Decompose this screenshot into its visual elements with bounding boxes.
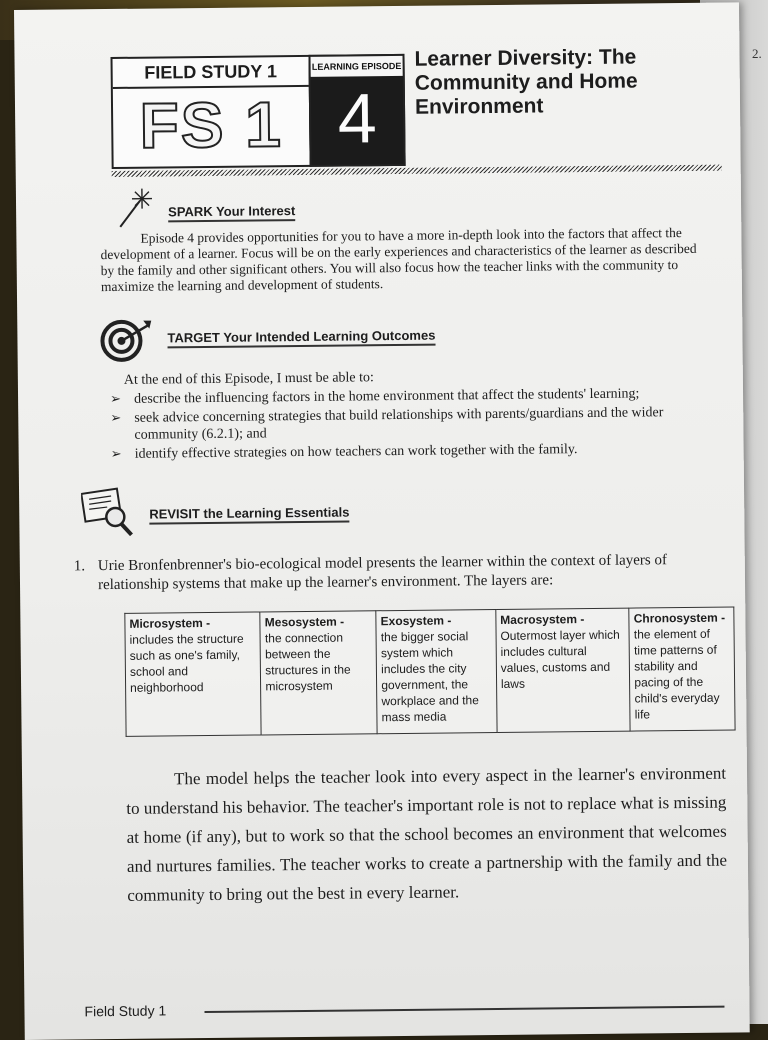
list-item: ➢ describe the influencing factors in the home environment that affect the students' learning; <box>110 385 716 408</box>
spark-heading: SPARK Your Interest <box>168 203 295 222</box>
table-cell <box>260 611 377 735</box>
sparkle-wand-icon <box>116 187 158 234</box>
layer-description: the bigger social system which includes the city government, the workplace and the mass media <box>381 629 479 724</box>
item-text: Urie Bronfenbrenner's bio-ecological model presents the learner within the context of layers of relationship systems that make up the learner's environment. The layers are: <box>98 551 718 595</box>
layer-name: Macrosystem - <box>500 611 625 628</box>
episode-badge <box>308 54 405 167</box>
episode-number: 4 <box>311 76 404 161</box>
item-number: 1. <box>74 557 85 576</box>
course-label: FIELD STUDY 1 <box>113 57 309 89</box>
ecological-layers-table <box>124 606 735 736</box>
table-row <box>125 607 735 736</box>
workbook-page <box>14 2 750 1040</box>
layer-name: Mesosystem - <box>265 613 372 630</box>
table-cell <box>496 608 631 732</box>
spark-paragraph: Episode 4 provides opportunities for you to have a more in-depth look into the factors that affect the development of a learner. Focus will be on the early experiences and characteristics of the learner as described by the family and other significant others. You will also focus how the teacher links with the community to maximize the learning and development of students. <box>100 225 713 295</box>
revisit-heading: REVISIT the Learning Essentials <box>149 505 349 525</box>
facing-page-number: 2. <box>752 46 762 62</box>
layer-name: Exosystem - <box>381 612 492 629</box>
table-cell <box>125 612 262 736</box>
layer-description: Outermost layer which includes cultural values, customs and laws <box>500 628 620 691</box>
layer-description: the element of time patterns of stability and pacing of the child's everyday life <box>634 627 720 722</box>
footer-rule <box>204 1006 724 1013</box>
target-heading: TARGET Your Intended Learning Outcomes <box>167 328 435 349</box>
table-cell <box>376 609 497 733</box>
course-code: FS 1 <box>113 87 310 163</box>
magnifier-document-icon <box>81 487 138 545</box>
list-item: ➢ seek advice concerning strategies that build relationships with parents/guardians and the wider community (6.2.1); and <box>110 404 716 444</box>
target-intro: At the end of this Episode, I must be able to: <box>124 370 374 389</box>
layer-description: the connection between the structures in the microsystem <box>265 631 351 694</box>
episode-header <box>110 43 711 179</box>
episode-title: Learner Diversity: The Community and Home Environment <box>414 45 715 120</box>
list-item: ➢ identify effective strategies on how teachers can work together with the family. <box>111 440 717 463</box>
target-icon <box>99 317 154 369</box>
episode-label: LEARNING EPISODE <box>311 56 403 77</box>
learning-outcomes-list <box>110 385 717 465</box>
model-explanation-paragraph: The model helps the teacher look into every aspect in the learner's environment to understand his behavior. The teacher's important role is not to replace what is missing at home (if any), but to work so that the school becomes an environment that welcomes and nurtures families. The teacher works to create a partnership with the family and the community to bring out the best in every learner. <box>126 759 727 910</box>
table-cell <box>629 607 735 731</box>
course-badge <box>110 55 311 169</box>
layer-name: Chronosystem - <box>634 610 730 627</box>
layer-description: includes the structure such as one's family, school and neighborhood <box>130 632 244 695</box>
page-footer: Field Study 1 <box>84 1002 166 1019</box>
layer-name: Microsystem - <box>129 615 255 632</box>
